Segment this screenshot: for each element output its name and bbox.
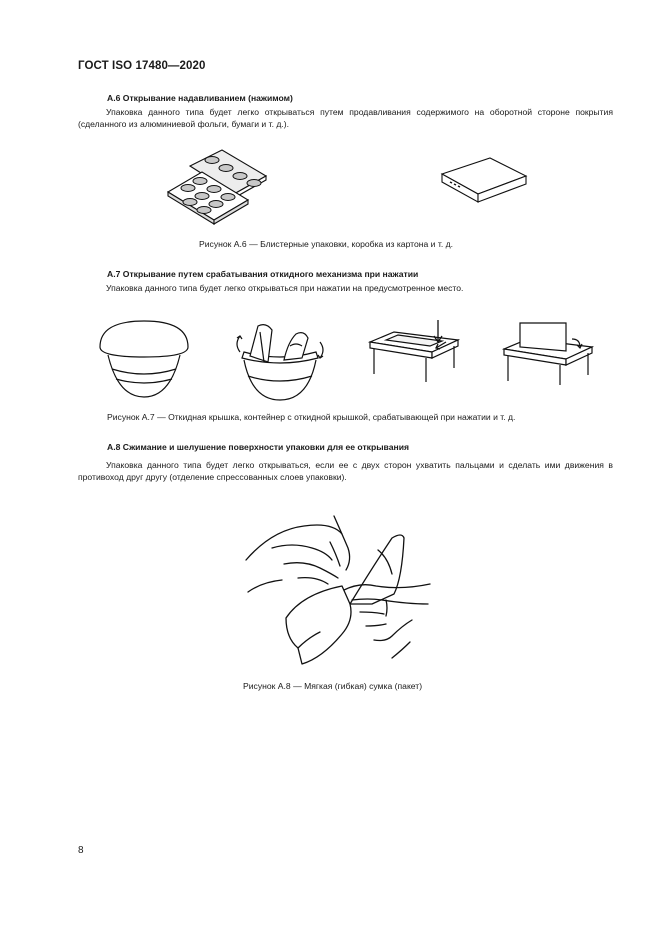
blister-pack-illustration (160, 148, 270, 223)
section-a8-title: А.8 Сжимание и шелушение поверхности упаковки для ее открывания (107, 442, 409, 452)
figure-a7-caption: Рисунок А.7 — Откидная крышка, контейнер с откидной крышкой, срабатывающей при нажатии и т. д. (107, 412, 516, 422)
section-a8-text: Упаковка данного типа будет легко открываться, если ее с двух сторон ухватить пальцами и сделать ими движения в противоход друг другу (отделение спрессованных слоев упаковки). (78, 460, 613, 482)
opened-tray-lid-illustration (502, 319, 596, 385)
section-a6-text: Упаковка данного типа будет легко открываться путем продавливания содержимого на оборотной стороне покрытия (сделанного из алюминиевой фольги, бумаги и т. д.). (78, 107, 613, 129)
closed-lid-container-illustration (98, 317, 190, 399)
section-a6-title: А.6 Открывание надавливанием (нажимом) (107, 93, 293, 103)
document-header: ГОСТ ISO 17480—2020 (78, 60, 206, 72)
section-a7-text: Упаковка данного типа будет легко открываться при нажатии на предусмотренное место. (106, 283, 464, 293)
hands-opening-pouch-illustration (242, 508, 434, 670)
figure-a8-caption: Рисунок А.8 — Мягкая (гибкая) сумка (пакет) (243, 681, 423, 691)
page-number: 8 (78, 845, 84, 856)
carton-box-illustration (438, 156, 528, 208)
press-to-open-tray-illustration (368, 318, 460, 384)
section-a7-title: А.7 Открывание путем срабатывания откидного механизма при нажатии (107, 269, 419, 279)
figure-a6-caption: Рисунок А.6 — Блистерные упаковки, коробка из картона и т. д. (199, 239, 454, 249)
open-flip-lid-container-illustration (232, 322, 328, 402)
